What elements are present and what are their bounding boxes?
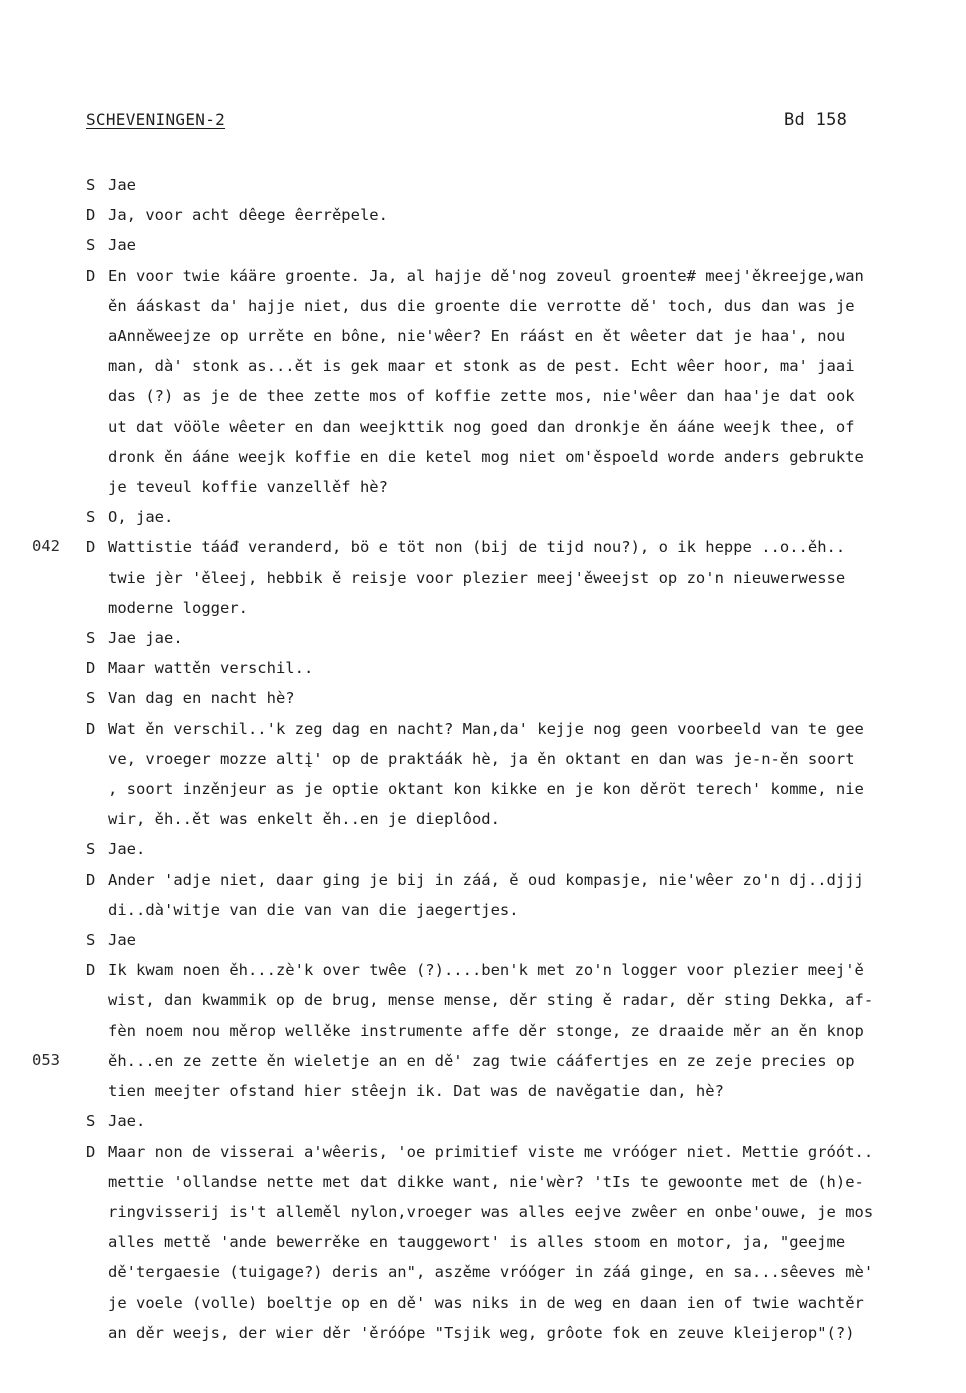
utterance-line: je voele (volle) boeltje op en dě' was niks in de weg en daan ien of twie wachtěr — [108, 1293, 864, 1312]
transcript-turn — [0, 230, 966, 260]
utterance — [108, 170, 960, 200]
utterance-line: wir, ěh..ět was enkelt ěh..en je dieplôod. — [108, 810, 500, 829]
transcript-turn — [0, 653, 966, 683]
utterance — [108, 683, 960, 713]
utterance — [108, 714, 960, 835]
speaker-label: D — [86, 719, 96, 738]
utterance-line: Van dag en nacht hè? — [108, 689, 295, 708]
utterance-line: ve, vroeger mozze altį' op de praktáák hè, ja ěn oktant en dan was je-n-ěn soort — [108, 749, 855, 768]
transcript-turn — [0, 683, 966, 713]
transcript-turn — [0, 200, 966, 230]
utterance-line: alles mettě 'ande bewerrěke en tauggewort' is alles stoom en motor, ja, "geejme — [108, 1233, 846, 1252]
transcript-turn — [0, 865, 966, 925]
utterance-line: Jae — [108, 236, 136, 255]
utterance-line: dronk ěn ááne weejk koffie en die ketel mog niet om'ěspoeld worde anders gebrukte — [108, 447, 864, 466]
margin-number: 042 — [32, 537, 60, 555]
margin-number: 053 — [32, 1051, 60, 1069]
speaker-label: S — [86, 629, 96, 648]
speaker-label: S — [86, 931, 96, 950]
utterance-line: man, dà' stonk as...ět is gek maar et stonk as de pest. Echt wêer hoor, ma' jaai — [108, 357, 855, 376]
document-title: SCHEVENINGEN-2 — [86, 110, 226, 129]
utterance — [108, 230, 960, 260]
utterance-line: tien meejter ofstand hier stêejn ik. Dat was de navěgatie dan, hè? — [108, 1082, 724, 1101]
utterance — [108, 865, 960, 925]
speaker-label: D — [86, 659, 96, 678]
speaker-label: S — [86, 840, 96, 859]
utterance-line: Ja, voor acht dêege êerrěpele. — [108, 206, 388, 225]
transcript-turn — [0, 714, 966, 835]
utterance-line: ringvisserij is't alleměl nylon,vroeger was alles eejve zwêer en onbe'ouwe, je mos — [108, 1202, 874, 1221]
transcript-turn — [0, 623, 966, 653]
speaker-label: D — [86, 870, 96, 889]
utterance-line: di..dà'witje van die van van die jaegertjes. — [108, 900, 519, 919]
utterance-line: Jae. — [108, 1112, 146, 1131]
transcript-turn — [0, 502, 966, 532]
transcript-turn — [0, 170, 966, 200]
utterance-line: Jae — [108, 176, 136, 194]
transcript-turn — [0, 925, 966, 955]
utterance-line: twie jèr 'ěleej, hebbik ě reisje voor plezier meej'ěweejst op zo'n nieuwerwesse — [108, 568, 846, 587]
utterance — [108, 261, 960, 503]
utterance-line: Jae jae. — [108, 629, 183, 648]
transcript-turn — [0, 955, 966, 1106]
utterance-line: Maar wattěn verschil.. — [108, 659, 314, 678]
utterance-line: ěh...en ze zette ěn wieletje an en dě' zag twie cááfertjes en ze zeje precies op — [108, 1051, 855, 1070]
utterance-line: Ik kwam noen ěh...zè'k over twêe (?)....ben'k met zo'n logger voor plezier meej'ě — [108, 961, 864, 980]
utterance — [108, 1106, 960, 1136]
utterance-line: fèn noem nou měrop wellěke instrumente affe děr stonge, ze draaide měr an ěn knop — [108, 1021, 864, 1040]
utterance-line: das (?) as je de thee zette mos of koffie zette mos, nie'wêer dan haa'je dat ook — [108, 387, 855, 406]
speaker-label: D — [86, 206, 96, 225]
utterance — [108, 623, 960, 653]
utterance-line: mettie 'ollandse nette met dat dikke want, nie'wèr? 'tIs te gewoonte met de (h)e- — [108, 1172, 864, 1191]
speaker-label: S — [86, 1112, 96, 1131]
utterance — [108, 955, 960, 1106]
transcript-turn — [0, 261, 966, 503]
utterance — [108, 653, 960, 683]
utterance-line: En voor twie káäre groente. Ja, al hajje dě'nog zoveul groente# meej'ěkreejge,wan — [108, 266, 864, 285]
transcript-turn — [0, 1106, 966, 1136]
utterance-line: Jae — [108, 931, 136, 950]
utterance-line: ut dat vööle wêeter en dan weejkttik nog goed dan dronkje ěn ááne weejk thee, of — [108, 417, 855, 436]
utterance-line: je teveul koffie vanzellěf hè? — [108, 478, 388, 497]
utterance-line: Wat ěn verschil..'k zeg dag en nacht? Man,da' kejje nog geen voorbeeld van te gee — [108, 719, 864, 738]
utterance-line: , soort inzěnjeur as je optie oktant kon kikke en je kon děröt terech' komme, nie — [108, 780, 864, 799]
speaker-label: D — [86, 1142, 96, 1161]
transcript-turn — [0, 834, 966, 864]
utterance — [108, 1137, 960, 1348]
speaker-label: S — [86, 176, 96, 194]
utterance — [108, 502, 960, 532]
utterance-line: dě'tergaesie (tuigage?) deris an", aszěme vróóger in záá ginge, en sa...sêeves mè' — [108, 1263, 874, 1282]
utterance-line: aAnněweejze op urrěte en bône, nie'wêer? En ráást en ět wêeter dat je haa', nou — [108, 327, 846, 346]
utterance-line: wist, dan kwammik op de brug, mense mense, děr sting ě radar, děr sting Dekka, af- — [108, 991, 874, 1010]
transcript-turn — [0, 532, 966, 623]
speaker-label: D — [86, 538, 96, 557]
speaker-label: S — [86, 236, 96, 255]
transcript-turn — [0, 1137, 966, 1348]
utterance-line: Wattistie tááđ veranderd, bö e töt non (bij de tijd nou?), o ik heppe ..o..ěh.. — [108, 538, 846, 557]
utterance-line: moderne logger. — [108, 598, 248, 617]
utterance-line: O, jae. — [108, 508, 174, 527]
utterance-line: Ander 'adje niet, daar ging je bij in záá, ě oud kompasje, nie'wêer zo'n dj..djjj — [108, 870, 864, 889]
speaker-label: S — [86, 689, 96, 708]
transcript-body — [0, 170, 966, 1348]
speaker-label: D — [86, 961, 96, 980]
page-reference: Bd 158 — [784, 110, 848, 130]
utterance-line: Maar non de visserai a'wêeris, 'oe primitief viste me vróóger niet. Mettie gróót.. — [108, 1142, 874, 1161]
speaker-label: S — [86, 508, 96, 527]
utterance — [108, 532, 960, 623]
speaker-label: D — [86, 266, 96, 285]
utterance — [108, 834, 960, 864]
utterance — [108, 200, 960, 230]
utterance-line: ěn ááskast da' hajje niet, dus die groente die verrotte dě' toch, dus dan was je — [108, 296, 855, 315]
utterance — [108, 925, 960, 955]
utterance-line: Jae. — [108, 840, 146, 859]
utterance-line: an děr weejs, der wier děr 'ěróópe "Tsjik weg, grôote fok en zeuve kleijerop"(?) — [108, 1323, 855, 1342]
